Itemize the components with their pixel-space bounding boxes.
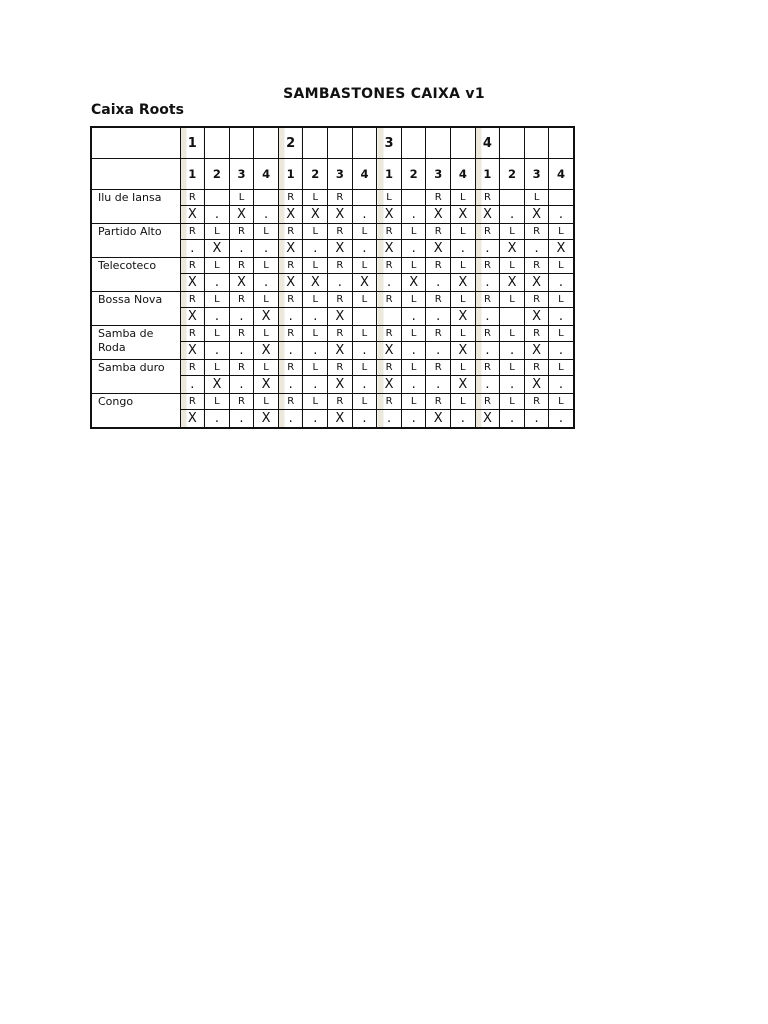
beat-header-cell xyxy=(524,127,549,159)
hit-cell: X xyxy=(278,240,303,258)
hit-cell: X xyxy=(475,410,500,429)
hit-cell: X xyxy=(451,342,476,360)
hit-cell: X xyxy=(524,206,549,224)
hand-cell xyxy=(401,190,426,206)
hand-cell: R xyxy=(278,292,303,308)
pattern-hand-row xyxy=(91,394,574,410)
hand-cell: R xyxy=(524,360,549,376)
hit-cell: X xyxy=(401,274,426,292)
hand-cell: L xyxy=(254,394,279,410)
hit-cell: X xyxy=(278,274,303,292)
hand-cell: R xyxy=(229,292,254,308)
hand-cell: L xyxy=(500,360,525,376)
hand-cell: L xyxy=(451,292,476,308)
hand-cell: L xyxy=(500,326,525,342)
hand-cell: L xyxy=(451,190,476,206)
hand-cell: R xyxy=(229,326,254,342)
hit-cell: . xyxy=(377,410,402,429)
hand-cell: R xyxy=(229,258,254,274)
hand-cell: R xyxy=(278,258,303,274)
subdivision-header-cell: 1 xyxy=(180,159,205,190)
hand-cell: L xyxy=(549,394,574,410)
hand-cell: L xyxy=(451,224,476,240)
hand-cell: L xyxy=(524,190,549,206)
hand-cell: R xyxy=(180,394,205,410)
pattern-name: Samba duro xyxy=(91,360,180,394)
hit-cell xyxy=(500,308,525,326)
hand-cell: R xyxy=(524,258,549,274)
hit-cell: . xyxy=(303,308,328,326)
hit-cell: . xyxy=(524,240,549,258)
hit-cell: . xyxy=(401,308,426,326)
beat-header-cell: 1 xyxy=(180,127,205,159)
hit-cell: X xyxy=(377,376,402,394)
hand-cell: R xyxy=(475,326,500,342)
hit-cell: . xyxy=(426,342,451,360)
hand-cell: L xyxy=(549,258,574,274)
hand-cell: R xyxy=(278,190,303,206)
hand-cell: L xyxy=(352,326,377,342)
hit-cell: . xyxy=(229,376,254,394)
hand-cell: L xyxy=(303,394,328,410)
hit-cell: . xyxy=(500,376,525,394)
hand-cell: L xyxy=(451,394,476,410)
hit-cell: . xyxy=(401,206,426,224)
hit-cell: X xyxy=(180,206,205,224)
hit-cell: . xyxy=(303,376,328,394)
pattern-name: Ilu de Iansa xyxy=(91,190,180,224)
hand-cell xyxy=(500,190,525,206)
hit-cell: . xyxy=(401,376,426,394)
hand-cell: R xyxy=(180,326,205,342)
hand-cell: R xyxy=(278,326,303,342)
hand-cell: R xyxy=(278,360,303,376)
pattern-name: Congo xyxy=(91,394,180,429)
subdivision-header-cell: 3 xyxy=(524,159,549,190)
hand-cell: R xyxy=(229,224,254,240)
hit-cell: X xyxy=(254,376,279,394)
hand-cell: R xyxy=(328,190,353,206)
beat-header-cell: 3 xyxy=(377,127,402,159)
hit-cell: . xyxy=(426,274,451,292)
hand-cell: L xyxy=(352,258,377,274)
hand-cell: R xyxy=(524,292,549,308)
subdivision-header-cell: 4 xyxy=(254,159,279,190)
pattern-hand-row xyxy=(91,292,574,308)
pattern-hand-row xyxy=(91,224,574,240)
hand-cell: R xyxy=(426,326,451,342)
hit-cell: . xyxy=(475,240,500,258)
pattern-name: Telecoteco xyxy=(91,258,180,292)
hit-cell: X xyxy=(328,410,353,429)
hit-cell: X xyxy=(254,410,279,429)
beat-header-cell: 2 xyxy=(278,127,303,159)
hit-cell: . xyxy=(352,376,377,394)
hit-cell: . xyxy=(229,410,254,429)
hand-cell: R xyxy=(180,360,205,376)
hit-cell: . xyxy=(401,342,426,360)
hand-cell: R xyxy=(475,258,500,274)
hit-cell: X xyxy=(377,206,402,224)
hand-cell: L xyxy=(205,258,230,274)
hit-cell: X xyxy=(180,274,205,292)
header-corner-cell xyxy=(91,127,180,159)
hand-cell: R xyxy=(328,394,353,410)
hit-cell: . xyxy=(254,206,279,224)
subdivision-header-cell: 3 xyxy=(229,159,254,190)
hit-cell: X xyxy=(451,308,476,326)
hit-cell: X xyxy=(377,240,402,258)
hand-cell: L xyxy=(303,326,328,342)
hit-cell: X xyxy=(524,308,549,326)
hand-cell: R xyxy=(377,224,402,240)
hit-cell: X xyxy=(254,308,279,326)
hand-cell: L xyxy=(229,190,254,206)
hand-cell: R xyxy=(377,258,402,274)
hit-cell: X xyxy=(426,410,451,429)
hand-cell: R xyxy=(475,394,500,410)
subdivision-header-cell: 2 xyxy=(500,159,525,190)
hand-cell: R xyxy=(426,292,451,308)
hit-cell: . xyxy=(328,274,353,292)
hand-cell: R xyxy=(278,224,303,240)
hand-cell: R xyxy=(475,360,500,376)
hit-cell: X xyxy=(377,342,402,360)
hand-cell: L xyxy=(451,360,476,376)
hit-cell: . xyxy=(500,410,525,429)
hit-cell: X xyxy=(328,342,353,360)
hit-cell: X xyxy=(328,308,353,326)
hit-cell: X xyxy=(451,274,476,292)
hand-cell: L xyxy=(401,394,426,410)
hit-cell: X xyxy=(180,342,205,360)
rhythm-grid xyxy=(90,126,575,429)
hand-cell xyxy=(254,190,279,206)
hit-cell: . xyxy=(352,240,377,258)
hit-cell: X xyxy=(475,206,500,224)
pattern-name: Samba de Roda xyxy=(91,326,180,360)
hand-cell: R xyxy=(328,258,353,274)
subdivision-header-row xyxy=(91,159,574,190)
hit-cell: X xyxy=(524,274,549,292)
hand-cell: R xyxy=(426,360,451,376)
hit-cell: X xyxy=(426,206,451,224)
hit-cell: . xyxy=(254,274,279,292)
hit-cell: . xyxy=(278,308,303,326)
hand-cell: L xyxy=(205,224,230,240)
hand-cell: R xyxy=(426,394,451,410)
hand-cell: R xyxy=(180,190,205,206)
hit-cell: X xyxy=(303,206,328,224)
hand-cell: L xyxy=(500,394,525,410)
hand-cell: L xyxy=(401,360,426,376)
beat-header-cell xyxy=(303,127,328,159)
hand-cell: L xyxy=(451,326,476,342)
hit-cell: . xyxy=(500,342,525,360)
hand-cell: R xyxy=(524,326,549,342)
hit-cell: . xyxy=(475,342,500,360)
hand-cell: L xyxy=(401,292,426,308)
hit-cell: . xyxy=(377,274,402,292)
subdivision-header-cell: 4 xyxy=(352,159,377,190)
hand-cell: R xyxy=(180,224,205,240)
hit-cell: . xyxy=(451,410,476,429)
pattern-hand-row xyxy=(91,326,574,342)
hit-cell: . xyxy=(549,410,574,429)
beat-header-cell xyxy=(451,127,476,159)
hand-cell: L xyxy=(303,190,328,206)
beat-header-cell xyxy=(426,127,451,159)
subdivision-header-cell: 4 xyxy=(451,159,476,190)
hand-cell: R xyxy=(377,394,402,410)
hit-cell: . xyxy=(205,410,230,429)
hit-cell xyxy=(352,308,377,326)
subdivision-header-cell: 4 xyxy=(549,159,574,190)
hit-cell: . xyxy=(475,376,500,394)
beat-header-cell xyxy=(205,127,230,159)
hand-cell: L xyxy=(205,360,230,376)
hand-cell: L xyxy=(254,292,279,308)
pattern-hand-row xyxy=(91,190,574,206)
hit-cell: . xyxy=(475,274,500,292)
hand-cell: L xyxy=(500,258,525,274)
hit-cell: . xyxy=(352,342,377,360)
hit-cell: X xyxy=(278,206,303,224)
hit-cell: . xyxy=(278,410,303,429)
subdivision-header-cell: 1 xyxy=(278,159,303,190)
hit-cell: . xyxy=(278,342,303,360)
hit-cell: . xyxy=(549,342,574,360)
pattern-hand-row xyxy=(91,360,574,376)
beat-header-row xyxy=(91,127,574,159)
hit-cell: X xyxy=(426,240,451,258)
subdivision-header-cell: 1 xyxy=(475,159,500,190)
hit-cell: . xyxy=(205,308,230,326)
hand-cell: L xyxy=(352,360,377,376)
subdivision-header-cell: 3 xyxy=(426,159,451,190)
hit-cell: X xyxy=(254,342,279,360)
hand-cell: R xyxy=(328,292,353,308)
beat-header-cell xyxy=(401,127,426,159)
hit-cell: . xyxy=(254,240,279,258)
hit-cell: X xyxy=(229,274,254,292)
beat-header-cell xyxy=(254,127,279,159)
hand-cell: L xyxy=(352,224,377,240)
hand-cell: R xyxy=(475,292,500,308)
hand-cell: L xyxy=(401,326,426,342)
subdivision-header-cell: 2 xyxy=(303,159,328,190)
subdivision-header-cell: 2 xyxy=(205,159,230,190)
hit-cell: . xyxy=(524,410,549,429)
hit-cell: . xyxy=(352,410,377,429)
hand-cell: L xyxy=(205,394,230,410)
hit-cell: X xyxy=(524,342,549,360)
hit-cell: . xyxy=(180,240,205,258)
hand-cell: R xyxy=(524,394,549,410)
hand-cell: R xyxy=(328,360,353,376)
hit-cell: X xyxy=(205,240,230,258)
hand-cell: R xyxy=(426,224,451,240)
hit-cell: . xyxy=(549,376,574,394)
hand-cell: L xyxy=(205,292,230,308)
hand-cell xyxy=(352,190,377,206)
pattern-hand-row xyxy=(91,258,574,274)
hit-cell: . xyxy=(205,274,230,292)
hand-cell: L xyxy=(303,258,328,274)
hand-cell xyxy=(205,190,230,206)
hand-cell: R xyxy=(475,190,500,206)
hit-cell: . xyxy=(180,376,205,394)
hand-cell: R xyxy=(475,224,500,240)
hit-cell: X xyxy=(303,274,328,292)
hit-cell: . xyxy=(229,308,254,326)
beat-header-cell xyxy=(328,127,353,159)
hand-cell: R xyxy=(426,258,451,274)
hit-cell: X xyxy=(328,240,353,258)
hit-cell: X xyxy=(524,376,549,394)
hit-cell: . xyxy=(205,206,230,224)
hit-cell: X xyxy=(180,410,205,429)
hand-cell: R xyxy=(426,190,451,206)
hand-cell: R xyxy=(377,360,402,376)
hit-cell: . xyxy=(303,410,328,429)
beat-header-cell xyxy=(549,127,574,159)
hand-cell: L xyxy=(303,224,328,240)
document-title: SAMBASTONES CAIXA v1 xyxy=(283,86,485,102)
hit-cell: . xyxy=(205,342,230,360)
hit-cell: X xyxy=(205,376,230,394)
hand-cell: R xyxy=(328,326,353,342)
hand-cell: L xyxy=(451,258,476,274)
hit-cell: X xyxy=(451,206,476,224)
hand-cell: L xyxy=(500,224,525,240)
hand-cell: L xyxy=(549,360,574,376)
hand-cell: L xyxy=(254,326,279,342)
hand-cell: R xyxy=(377,326,402,342)
beat-header-cell xyxy=(229,127,254,159)
hit-cell: . xyxy=(475,308,500,326)
hand-cell: L xyxy=(500,292,525,308)
hit-cell: X xyxy=(451,376,476,394)
pattern-name: Bossa Nova xyxy=(91,292,180,326)
hand-cell: R xyxy=(180,292,205,308)
hit-cell: . xyxy=(426,376,451,394)
hit-cell: X xyxy=(549,240,574,258)
hand-cell: L xyxy=(352,292,377,308)
hand-cell: L xyxy=(352,394,377,410)
hit-cell: . xyxy=(352,206,377,224)
hit-cell: . xyxy=(500,206,525,224)
subdivision-header-cell: 1 xyxy=(377,159,402,190)
hit-cell: X xyxy=(328,206,353,224)
hit-cell: . xyxy=(229,342,254,360)
hit-cell: . xyxy=(401,410,426,429)
hit-cell: X xyxy=(328,376,353,394)
hand-cell: L xyxy=(549,292,574,308)
hand-cell: R xyxy=(328,224,353,240)
hand-cell: L xyxy=(401,224,426,240)
hit-cell: . xyxy=(426,308,451,326)
hit-cell: . xyxy=(303,342,328,360)
hit-cell: . xyxy=(278,376,303,394)
hand-cell: R xyxy=(377,292,402,308)
hand-cell: L xyxy=(549,326,574,342)
hand-cell: R xyxy=(524,224,549,240)
hit-cell: . xyxy=(549,206,574,224)
hit-cell: X xyxy=(500,240,525,258)
hit-cell: X xyxy=(229,206,254,224)
hit-cell: X xyxy=(500,274,525,292)
hand-cell: L xyxy=(377,190,402,206)
subdivision-header-cell: 2 xyxy=(401,159,426,190)
hit-cell: X xyxy=(180,308,205,326)
hand-cell: L xyxy=(401,258,426,274)
hand-cell: R xyxy=(278,394,303,410)
hit-cell: . xyxy=(451,240,476,258)
hit-cell: . xyxy=(401,240,426,258)
hand-cell: L xyxy=(254,224,279,240)
hit-cell: . xyxy=(549,274,574,292)
hit-cell: . xyxy=(303,240,328,258)
hand-cell: R xyxy=(180,258,205,274)
hand-cell: L xyxy=(205,326,230,342)
subdivision-header-cell: 3 xyxy=(328,159,353,190)
hit-cell xyxy=(377,308,402,326)
document-subtitle: Caixa Roots xyxy=(91,102,184,118)
hit-cell: . xyxy=(549,308,574,326)
hand-cell: L xyxy=(303,292,328,308)
hand-cell: L xyxy=(254,360,279,376)
hand-cell: R xyxy=(229,394,254,410)
hand-cell: R xyxy=(229,360,254,376)
hand-cell xyxy=(549,190,574,206)
hit-cell: . xyxy=(229,240,254,258)
beat-header-cell xyxy=(352,127,377,159)
pattern-name: Partido Alto xyxy=(91,224,180,258)
hand-cell: L xyxy=(549,224,574,240)
header-corner-cell xyxy=(91,159,180,190)
hand-cell: L xyxy=(254,258,279,274)
beat-header-cell: 4 xyxy=(475,127,500,159)
hit-cell: X xyxy=(352,274,377,292)
beat-header-cell xyxy=(500,127,525,159)
hand-cell: L xyxy=(303,360,328,376)
